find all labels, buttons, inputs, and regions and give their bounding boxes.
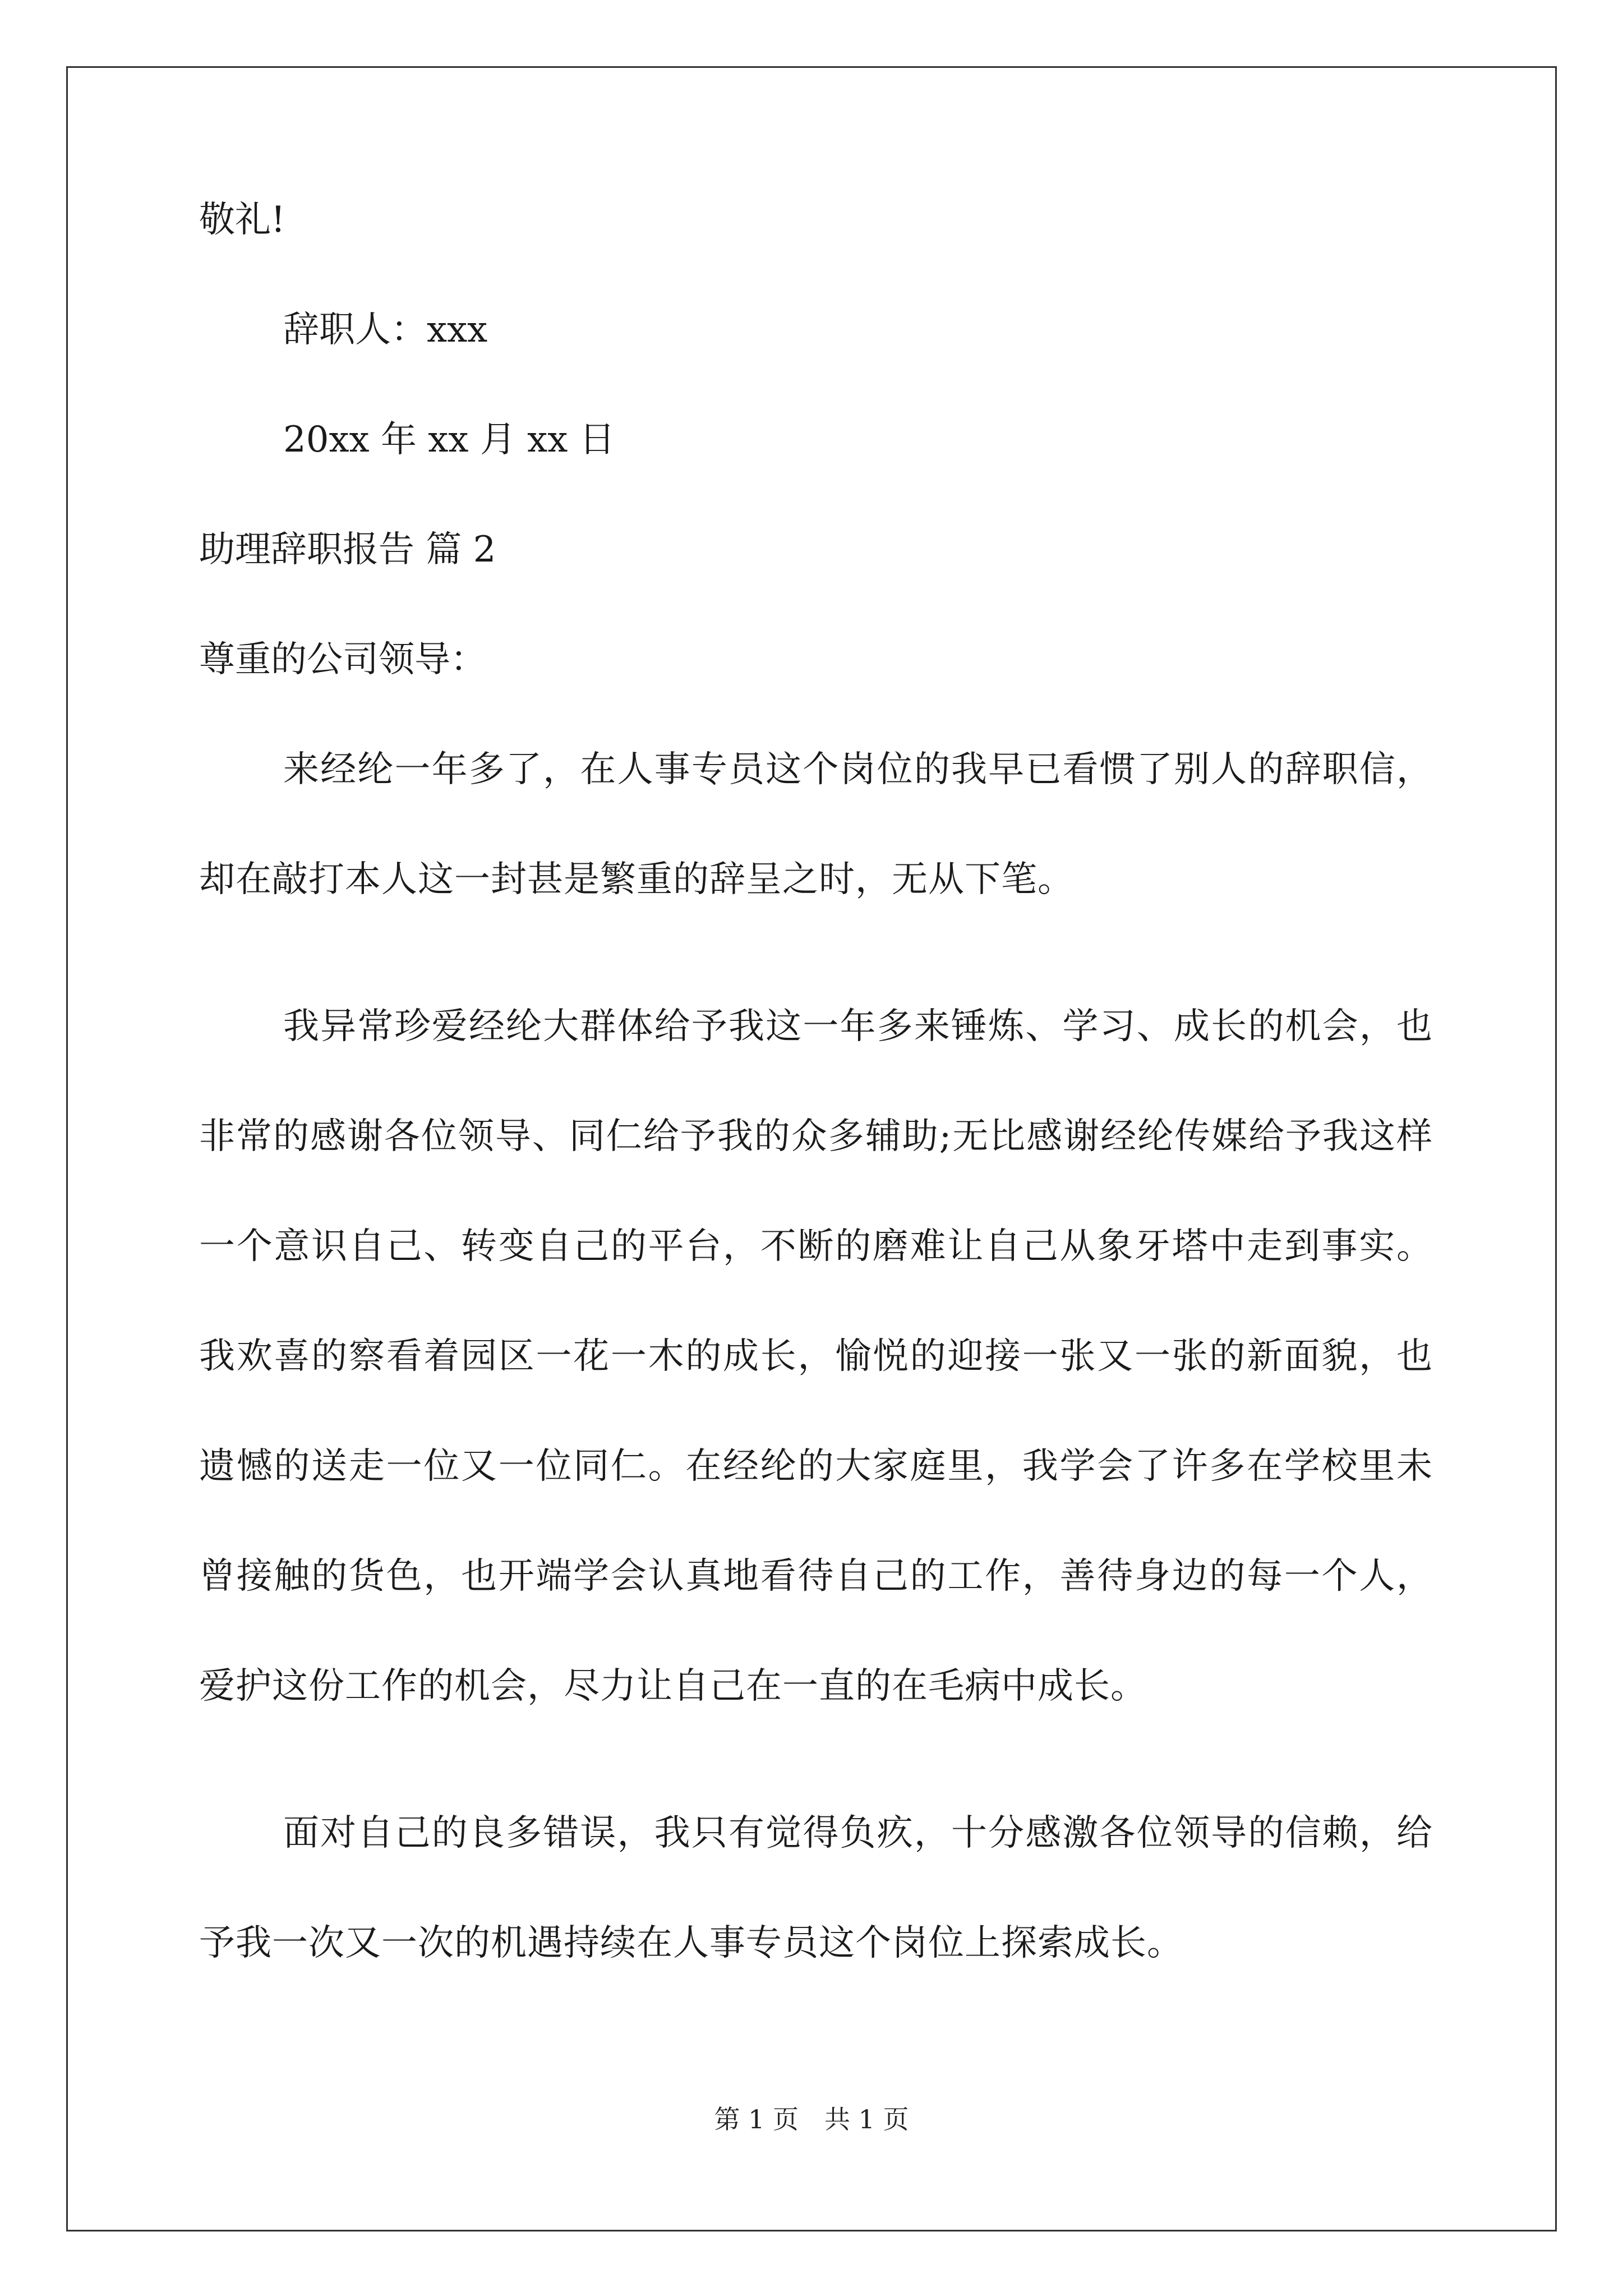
paragraph-2: 我异常珍爱经纶大群体给予我这一年多来锤炼、学习、成长的机会，也非常的感谢各位领导、同仁给予我的众多辅助;无比感谢经纶传媒给予我这样一个意识自己、转变自己的平台，不断的磨难让自己从象牙塔中走到事实。我欢喜的察看着园区一花一木的成长，愉悦的迎接一张又一张的新面貌，也遗憾的送走一位又一位同仁。在经纶的大家庭里，我学会了许多在学校里未曾接触的货色，也开端学会认真地看待自己的工作，善待身边的每一个人，爱护这份工作的机会，尽力让自己在一直的在毛病中成长。 [199,1006,1433,1707]
page-footer: 第 1 页 共 1 页 [714,2104,909,2134]
date-line: 20xx 年 xx 月 xx 日 [283,419,615,461]
paragraph-3: 面对自己的良多错误，我只有觉得负疚，十分感激各位领导的信赖，给予我一次又一次的机遇持续在人事专员这个岗位上探索成长。 [199,1812,1433,1964]
signer-line: 辞职人：xxx [283,309,488,351]
document-body [199,199,1433,2072]
closing-line: 敬礼! [199,199,285,241]
section-title: 助理辞职报告 篇 2 [199,529,496,570]
salutation: 尊重的公司领导： [199,639,486,680]
paragraph-1: 来经纶一年多了，在人事专员这个岗位的我早已看惯了别人的辞职信，却在敲打本人这一封甚是繁重的辞呈之时，无从下笔。 [199,749,1433,900]
